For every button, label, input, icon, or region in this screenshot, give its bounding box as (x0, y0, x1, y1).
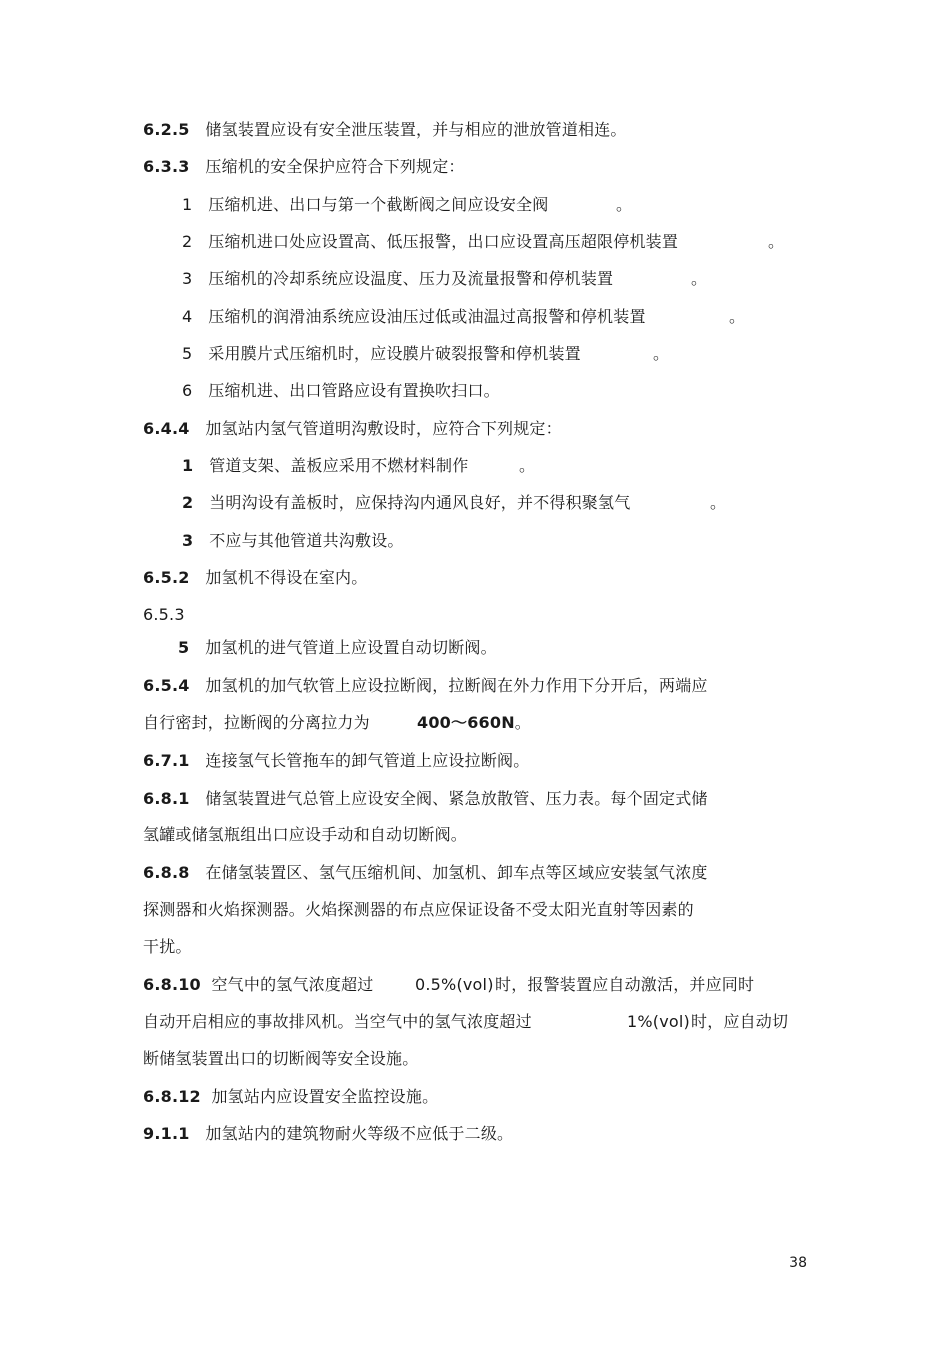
clause-text: 自动开启相应的事故排风机。当空气中的氢气浓度超过 (143, 1012, 532, 1031)
item-number: 1 (182, 195, 193, 214)
clause-6-7-1 (143, 751, 529, 771)
clause-number: 6.7.1 (143, 751, 190, 770)
item-number: 6 (182, 381, 193, 400)
item-5 (182, 344, 670, 364)
clause-text: 氢罐或储氢瓶组出口应设手动和自动切断阀。 (143, 825, 468, 844)
clause-number: 6.5.4 (143, 676, 190, 695)
clause-6-5-3 (143, 605, 185, 625)
clause-text: 储氢装置应设有安全泄压装置，并与相应的泄放管道相连。 (205, 120, 627, 139)
item-text: 管道支架、盖板应采用不燃材料制作 (209, 456, 469, 475)
item-text: 压缩机的冷却系统应设温度、压力及流量报警和停机装置 (208, 269, 614, 288)
item-2 (182, 232, 785, 252)
item-number: 3 (182, 269, 193, 288)
clause-end: 时，报警装置应自动激活，并应同时 (495, 975, 755, 994)
item-end: 。 (768, 232, 785, 251)
clause-value: 0.5%(vol) (415, 975, 494, 994)
clause-text: 加氢站内应设置安全监控设施。 (211, 1087, 439, 1106)
clause-number: 9.1.1 (143, 1124, 190, 1143)
clause-text: 在储氢装置区、氢气压缩机间、加氢机、卸车点等区域应安装氢气浓度 (205, 863, 708, 882)
clause-6-8-1 (143, 789, 708, 809)
clause-number: 6.4.4 (143, 419, 190, 438)
clause-text: 连接氢气长管拖车的卸气管道上应设拉断阀。 (205, 751, 530, 770)
page-number: 38 (789, 1255, 807, 1271)
item-end: 。 (729, 307, 746, 326)
clause-6-8-8-cont (143, 937, 192, 957)
item-text: 压缩机进口处应设置高、低压报警，出口应设置高压超限停机装置 (208, 232, 679, 251)
clause-6-8-1-cont (143, 825, 467, 845)
clause-6-8-10 (143, 975, 755, 995)
item-text: 压缩机的润滑油系统应设油压过低或油温过高报警和停机装置 (208, 307, 646, 326)
clause-6-8-8 (143, 863, 708, 883)
item-end: 。 (616, 195, 633, 214)
clause-6-8-12 (143, 1087, 438, 1107)
item-text: 加氢机的进气管道上应设置自动切断阀。 (205, 638, 497, 657)
clause-text: 空气中的氢气浓度超过 (211, 975, 374, 994)
clause-text: 干扰。 (143, 937, 192, 956)
item-text: 不应与其他管道共沟敷设。 (209, 531, 404, 550)
clause-text: 加氢机不得设在室内。 (205, 568, 368, 587)
clause-6-5-4-cont (143, 713, 531, 733)
clause-6-4-4 (143, 419, 562, 439)
clause-6-3-3 (143, 157, 465, 177)
item-5 (178, 638, 497, 658)
clause-text: 加氢站内的建筑物耐火等级不应低于二级。 (205, 1124, 514, 1143)
clause-number: 6.8.8 (143, 863, 190, 882)
clause-text: 探测器和火焰探测器。火焰探测器的布点应保证设备不受太阳光直射等因素的 (143, 900, 694, 919)
clause-number: 6.8.1 (143, 789, 190, 808)
clause-6-5-4 (143, 676, 708, 696)
item-1 (182, 456, 536, 476)
item-text: 当明沟设有盖板时，应保持沟内通风良好，并不得积聚氢气 (209, 493, 631, 512)
clause-number: 6.2.5 (143, 120, 190, 139)
clause-text: 断储氢装置出口的切断阀等安全设施。 (143, 1049, 419, 1068)
clause-number: 6.3.3 (143, 157, 190, 176)
clause-6-2-5 (143, 120, 627, 140)
clause-number: 6.5.3 (143, 605, 185, 624)
item-3 (182, 269, 708, 289)
clause-6-8-10-cont (143, 1049, 418, 1069)
item-2 (182, 493, 727, 513)
item-number: 5 (178, 638, 190, 657)
item-number: 5 (182, 344, 193, 363)
clause-6-5-2 (143, 568, 367, 588)
item-end: 。 (653, 344, 670, 363)
clause-number: 6.5.2 (143, 568, 190, 587)
item-text: 采用膜片式压缩机时，应设膜片破裂报警和停机装置 (208, 344, 581, 363)
clause-text: 加氢站内氢气管道明沟敷设时，应符合下列规定： (205, 419, 562, 438)
clause-text: 自行密封，拉断阀的分离拉力为 (143, 713, 370, 732)
item-3 (182, 531, 404, 551)
clause-text: 加氢机的加气软管上应设拉断阀，拉断阀在外力作用下分开后，两端应 (205, 676, 708, 695)
clause-value: 400～660N (417, 713, 515, 732)
item-end: 。 (710, 493, 727, 512)
item-number: 3 (182, 531, 194, 550)
item-number: 2 (182, 493, 194, 512)
item-6 (182, 381, 500, 401)
clause-number: 6.8.10 (143, 975, 201, 994)
item-text: 压缩机进、出口管路应设有置换吹扫口。 (208, 381, 500, 400)
clause-6-8-10-cont (143, 1012, 789, 1032)
item-number: 1 (182, 456, 194, 475)
clause-text: 储氢装置进气总管上应设安全阀、紧急放散管、压力表。每个固定式储 (205, 789, 708, 808)
clause-6-8-8-cont (143, 900, 694, 920)
item-text: 压缩机进、出口与第一个截断阀之间应设安全阀 (208, 195, 549, 214)
item-4 (182, 307, 746, 327)
clause-text: 压缩机的安全保护应符合下列规定： (205, 157, 465, 176)
clause-end: 。 (514, 713, 531, 732)
clause-end: 时，应自动切 (691, 1012, 789, 1031)
clause-9-1-1 (143, 1124, 513, 1144)
clause-value: 1%(vol) (627, 1012, 690, 1031)
item-1 (182, 195, 633, 215)
item-end: 。 (691, 269, 708, 288)
item-number: 4 (182, 307, 193, 326)
item-number: 2 (182, 232, 193, 251)
item-end: 。 (519, 456, 536, 475)
clause-number: 6.8.12 (143, 1087, 201, 1106)
